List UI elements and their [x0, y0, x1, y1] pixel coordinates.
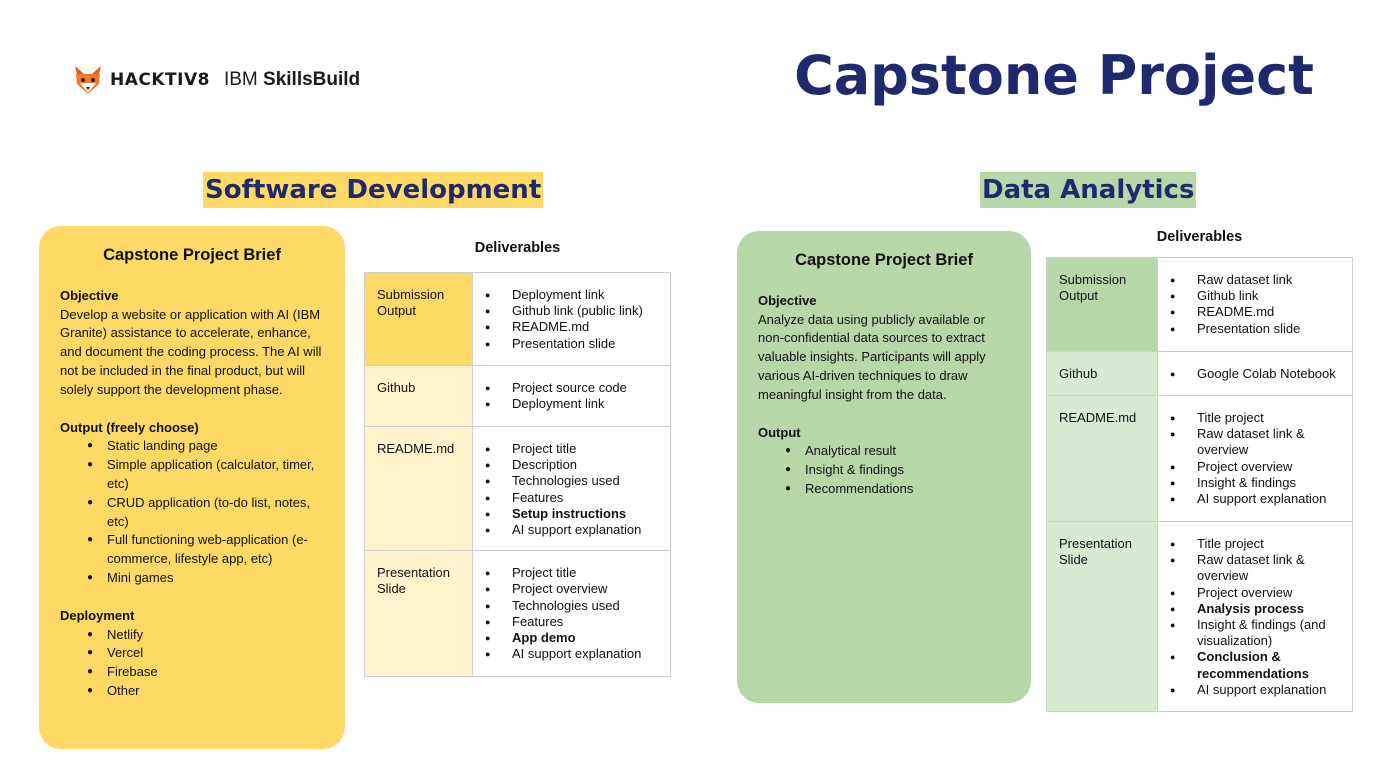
- list-item: ● Github link: [1170, 288, 1344, 304]
- list-item: ● Insight & findings (and visualization): [1170, 617, 1344, 649]
- row-key: Presentation Slide: [365, 551, 473, 677]
- list-item: ● Features: [485, 614, 662, 630]
- hacktiv8-wordmark: HACKTIV8: [110, 70, 210, 90]
- software-deployment-list: [87, 626, 324, 701]
- software-brief-card: [39, 226, 345, 749]
- fox-logo-icon: [72, 64, 104, 96]
- list-item: ● Insight & findings: [1170, 475, 1344, 491]
- analytics-objective-label: Objective: [758, 292, 817, 308]
- list-item: ● Vercel: [87, 644, 324, 663]
- table-row: [1047, 396, 1353, 522]
- brand-logo: [72, 64, 360, 96]
- list-item: ● Technologies used: [485, 598, 662, 614]
- row-value: [1158, 396, 1353, 522]
- software-objective-text: Develop a website or application with AI (IBM Granite) assistance to accelerate, enhance, and document the coding process. The AI will not be included in the final product, but will solely support the development phase.: [60, 306, 322, 397]
- row-value: [473, 273, 671, 366]
- list-item: ● Presentation slide: [485, 336, 662, 352]
- list-item: ● Netlify: [87, 626, 324, 645]
- row-key: Github: [365, 366, 473, 427]
- list-item: ● Firebase: [87, 663, 324, 682]
- analytics-brief-heading: Capstone Project Brief: [795, 251, 973, 269]
- list-item: ● App demo: [485, 630, 662, 646]
- row-key: Submission Output: [1047, 258, 1158, 352]
- list-item: ● AI support explanation: [1170, 682, 1344, 698]
- table-row: [365, 427, 671, 551]
- row-key: README.md: [365, 427, 473, 551]
- software-deliverables-heading: Deliverables: [474, 240, 561, 256]
- table-row: [1047, 258, 1353, 352]
- analytics-section-title: Data Analytics: [980, 172, 1196, 208]
- list-item: ● Raw dataset link & overview: [1170, 552, 1344, 584]
- analytics-output-list: [785, 442, 1010, 498]
- row-key: Presentation Slide: [1047, 522, 1158, 712]
- list-item: ● Description: [485, 457, 662, 473]
- table-row: [365, 273, 671, 366]
- list-item: ● Raw dataset link: [1170, 272, 1344, 288]
- list-item: ● Project overview: [1170, 585, 1344, 601]
- software-brief-heading: Capstone Project Brief: [103, 246, 281, 264]
- list-item: ● Mini games: [87, 569, 324, 588]
- list-item: ● Static landing page: [87, 437, 324, 456]
- table-row: [365, 551, 671, 677]
- analytics-deliverables-heading: Deliverables: [1156, 229, 1243, 245]
- list-item: ● Insight & findings: [785, 461, 1010, 480]
- row-value: [1158, 352, 1353, 396]
- list-item: ● Raw dataset link & overview: [1170, 426, 1344, 458]
- software-output-list: [87, 437, 324, 587]
- list-item: ● README.md: [485, 319, 662, 335]
- analytics-output-label: Output: [758, 424, 801, 440]
- list-item: ● Title project: [1170, 410, 1344, 426]
- list-item: ● Presentation slide: [1170, 321, 1344, 337]
- list-item: ● README.md: [1170, 304, 1344, 320]
- list-item: ● Features: [485, 490, 662, 506]
- page-title: Capstone Project: [794, 44, 1314, 107]
- row-key: README.md: [1047, 396, 1158, 522]
- software-objective-label: Objective: [60, 287, 119, 303]
- analytics-deliverables-table: [1046, 257, 1353, 712]
- list-item: ● Simple application (calculator, timer, etc): [87, 456, 324, 494]
- list-item: ● Other: [87, 682, 324, 701]
- row-value: [1158, 522, 1353, 712]
- row-key: Submission Output: [365, 273, 473, 366]
- software-output-label: Output (freely choose): [60, 419, 199, 435]
- ibm-skillsbuild-wordmark: IBM SkillsBuild: [223, 69, 361, 90]
- list-item: ● Google Colab Notebook: [1170, 366, 1344, 382]
- list-item: ● Deployment link: [485, 396, 662, 412]
- list-item: ● Setup instructions: [485, 506, 662, 522]
- list-item: ● Title project: [1170, 536, 1344, 552]
- list-item: ● Full functioning web-application (e-commerce, lifestyle app, etc): [87, 531, 324, 569]
- list-item: ● CRUD application (to-do list, notes, etc): [87, 494, 324, 532]
- software-deployment-label: Deployment: [60, 607, 135, 623]
- analytics-brief-card: [737, 231, 1031, 703]
- list-item: ● Project title: [485, 441, 662, 457]
- list-item: ● Conclusion & recommendations: [1170, 649, 1344, 681]
- list-item: ● Project overview: [485, 581, 662, 597]
- analytics-objective-text: Analyze data using publicly available or non-confidential data sources to extract valuable insights. Participants will apply various AI-driven techniques to draw meaningful insight from the data.: [758, 311, 986, 402]
- software-section-title: Software Development: [203, 172, 543, 208]
- row-value: [473, 366, 671, 427]
- list-item: ● AI support explanation: [485, 522, 662, 538]
- row-key: Github: [1047, 352, 1158, 396]
- list-item: ● AI support explanation: [1170, 491, 1344, 507]
- list-item: ● Github link (public link): [485, 303, 662, 319]
- software-deliverables-table: [364, 272, 671, 677]
- list-item: ● AI support explanation: [485, 646, 662, 662]
- list-item: ● Recommendations: [785, 480, 1010, 499]
- list-item: ● Technologies used: [485, 473, 662, 489]
- row-value: [473, 427, 671, 551]
- table-row: [365, 366, 671, 427]
- list-item: ● Analytical result: [785, 442, 1010, 461]
- list-item: ● Deployment link: [485, 287, 662, 303]
- list-item: ● Analysis process: [1170, 601, 1344, 617]
- list-item: ● Project overview: [1170, 459, 1344, 475]
- table-row: [1047, 522, 1353, 712]
- list-item: ● Project source code: [485, 380, 662, 396]
- list-item: ● Project title: [485, 565, 662, 581]
- table-row: [1047, 352, 1353, 396]
- row-value: [473, 551, 671, 677]
- row-value: [1158, 258, 1353, 352]
